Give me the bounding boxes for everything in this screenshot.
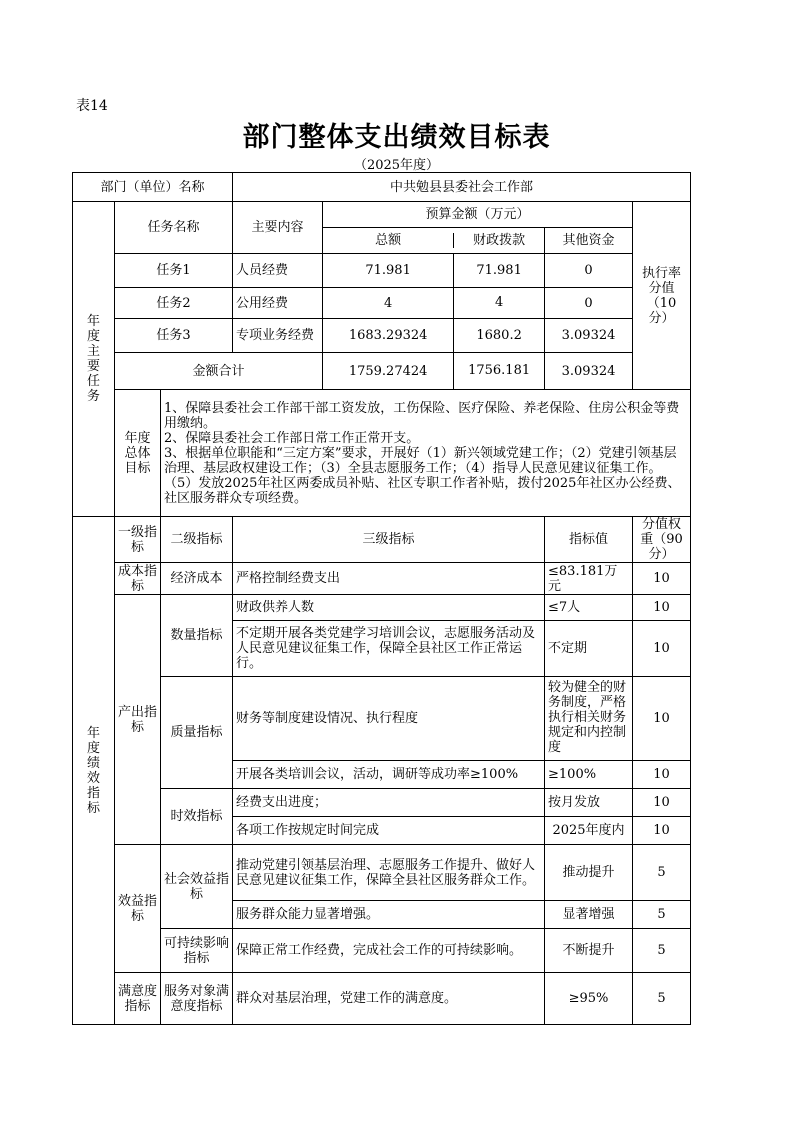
s2-value: 显著增强 <box>545 901 633 929</box>
ind-header-l3: 三级指标 <box>233 517 545 563</box>
time-l2: 时效指标 <box>161 789 233 845</box>
task-2-other: 0 <box>545 288 633 319</box>
section-tasks-label: 年 度 主 要 任 务 <box>73 202 115 517</box>
s1-value: 推动提升 <box>545 845 633 901</box>
task-1-amounts: 71.981 71.981 <box>323 254 545 288</box>
page-title: 部门整体支出绩效目标表 <box>242 122 551 153</box>
cost-weight: 10 <box>633 563 691 595</box>
section-indicators-label: 年 度 绩 效 指 标 <box>73 517 115 1025</box>
ql1-l3: 财务等制度建设情况、执行程度 <box>233 677 545 761</box>
social-l2: 社会效益指标 <box>161 845 233 929</box>
year-label: （2025年度） <box>353 158 440 173</box>
q2-l3: 不定期开展各类党建学习培训会议，志愿服务活动及人民意见建议征集工作，保障全县社区工作正常运行。 <box>233 621 545 677</box>
t1-weight: 10 <box>633 789 691 817</box>
s2-l3: 服务群众能力显著增强。 <box>233 901 545 929</box>
header-other: 其他资金 <box>545 228 633 254</box>
sum-label: 金额合计 <box>115 353 323 390</box>
section-goals-label: 年度 总体 目标 <box>115 390 161 517</box>
header-exec-rate: 执行率分值（10分） <box>633 202 691 390</box>
output-l1: 产出指标 <box>115 595 161 845</box>
ind-header-l2: 二级指标 <box>161 517 233 563</box>
quantity-l2: 数量指标 <box>161 595 233 677</box>
ql1-value: 较为健全的财务制度，严格执行相关财务规定和内控制度 <box>545 677 633 761</box>
cost-l1: 成本指标 <box>115 563 161 595</box>
sum-other: 3.09324 <box>545 353 633 390</box>
cost-value: ≤83.181万元 <box>545 563 633 595</box>
sa1-value: ≥95% <box>545 973 633 1025</box>
q1-l3: 财政供养人数 <box>233 595 545 621</box>
task-3-other: 3.09324 <box>545 319 633 353</box>
t2-weight: 10 <box>633 817 691 845</box>
task-2-name: 任务2 <box>115 288 233 319</box>
sustain-l2: 可持续影响指标 <box>161 929 233 973</box>
goal-1: 1、保障县委社会工作部干部工资发放，工伤保险、医疗保险、养老保险、住房公积金等费用缴纳。 <box>164 400 680 431</box>
sum-amounts: 1759.27424 1756.181 <box>323 353 545 390</box>
header-task-name: 任务名称 <box>115 202 233 254</box>
s1-l3: 推动党建引领基层治理、志愿服务工作提升、做好人民意见建议征集工作，保障全县社区服务群众工作。 <box>233 845 545 901</box>
header-budget: 预算金额（万元） <box>323 202 633 228</box>
t1-l3: 经费支出进度； <box>233 789 545 817</box>
doc-label: 表14 <box>76 98 108 114</box>
t2-value: 2025年度内 <box>545 817 633 845</box>
quality-l2: 质量指标 <box>161 677 233 789</box>
task-2-content: 公用经费 <box>233 288 323 319</box>
cost-l3: 严格控制经费支出 <box>233 563 545 595</box>
ql2-value: ≥100% <box>545 761 633 789</box>
su1-l3: 保障正常工作经费，完成社会工作的可持续影响。 <box>233 929 545 973</box>
dept-name: 中共勉县县委社会工作部 <box>233 173 691 202</box>
task-3-content: 专项业务经费 <box>233 319 323 353</box>
task-1-content: 人员经费 <box>233 254 323 288</box>
header-total: 总额 财政拨款 <box>323 228 545 254</box>
cost-l2: 经济成本 <box>161 563 233 595</box>
goal-4: （5）发放2025年社区两委成员补贴、社区专职工作者补贴，拨付2025年社区办公经费、社区服务群众专项经费。 <box>164 475 681 506</box>
task-2-amounts: 4 4 <box>323 288 545 319</box>
su1-value: 不断提升 <box>545 929 633 973</box>
task-3-name: 任务3 <box>115 319 233 353</box>
benefit-l1: 效益指标 <box>115 845 161 973</box>
task-1-other: 0 <box>545 254 633 288</box>
q1-value: ≤7人 <box>545 595 633 621</box>
dept-label: 部门（单位）名称 <box>73 173 233 202</box>
q1-weight: 10 <box>633 595 691 621</box>
performance-table <box>72 172 691 1025</box>
ind-header-l1: 一级指标 <box>115 517 161 563</box>
goal-2: 2、保障县委社会工作部日常工作正常开支。 <box>164 430 420 446</box>
goal-3: 3、根据单位职能和“三定方案”要求，开展好（1）新兴领域党建工作；（2）党建引领基层治理、基层政权建设工作；（3）全县志愿服务工作；（4）指导人民意见建议征集工作。 <box>164 445 677 476</box>
satis-l1: 满意度指标 <box>115 973 161 1025</box>
q2-value: 不定期 <box>545 621 633 677</box>
satis-l2: 服务对象满意度指标 <box>161 973 233 1025</box>
q2-weight: 10 <box>633 621 691 677</box>
s1-weight: 5 <box>633 845 691 901</box>
task-3-amounts: 1683.29324 1680.2 <box>323 319 545 353</box>
ind-header-weight: 分值权重（90分） <box>633 517 691 563</box>
header-main-content: 主要内容 <box>233 202 323 254</box>
sa1-l3: 群众对基层治理，党建工作的满意度。 <box>233 973 545 1025</box>
task-1-name: 任务1 <box>115 254 233 288</box>
goals-text <box>161 390 691 517</box>
ind-header-value: 指标值 <box>545 517 633 563</box>
ql1-weight: 10 <box>633 677 691 761</box>
su1-weight: 5 <box>633 929 691 973</box>
ql2-l3: 开展各类培训会议，活动，调研等成功率≥100% <box>233 761 545 789</box>
t1-value: 按月发放 <box>545 789 633 817</box>
ql2-weight: 10 <box>633 761 691 789</box>
s2-weight: 5 <box>633 901 691 929</box>
sa1-weight: 5 <box>633 973 691 1025</box>
t2-l3: 各项工作按规定时间完成 <box>233 817 545 845</box>
